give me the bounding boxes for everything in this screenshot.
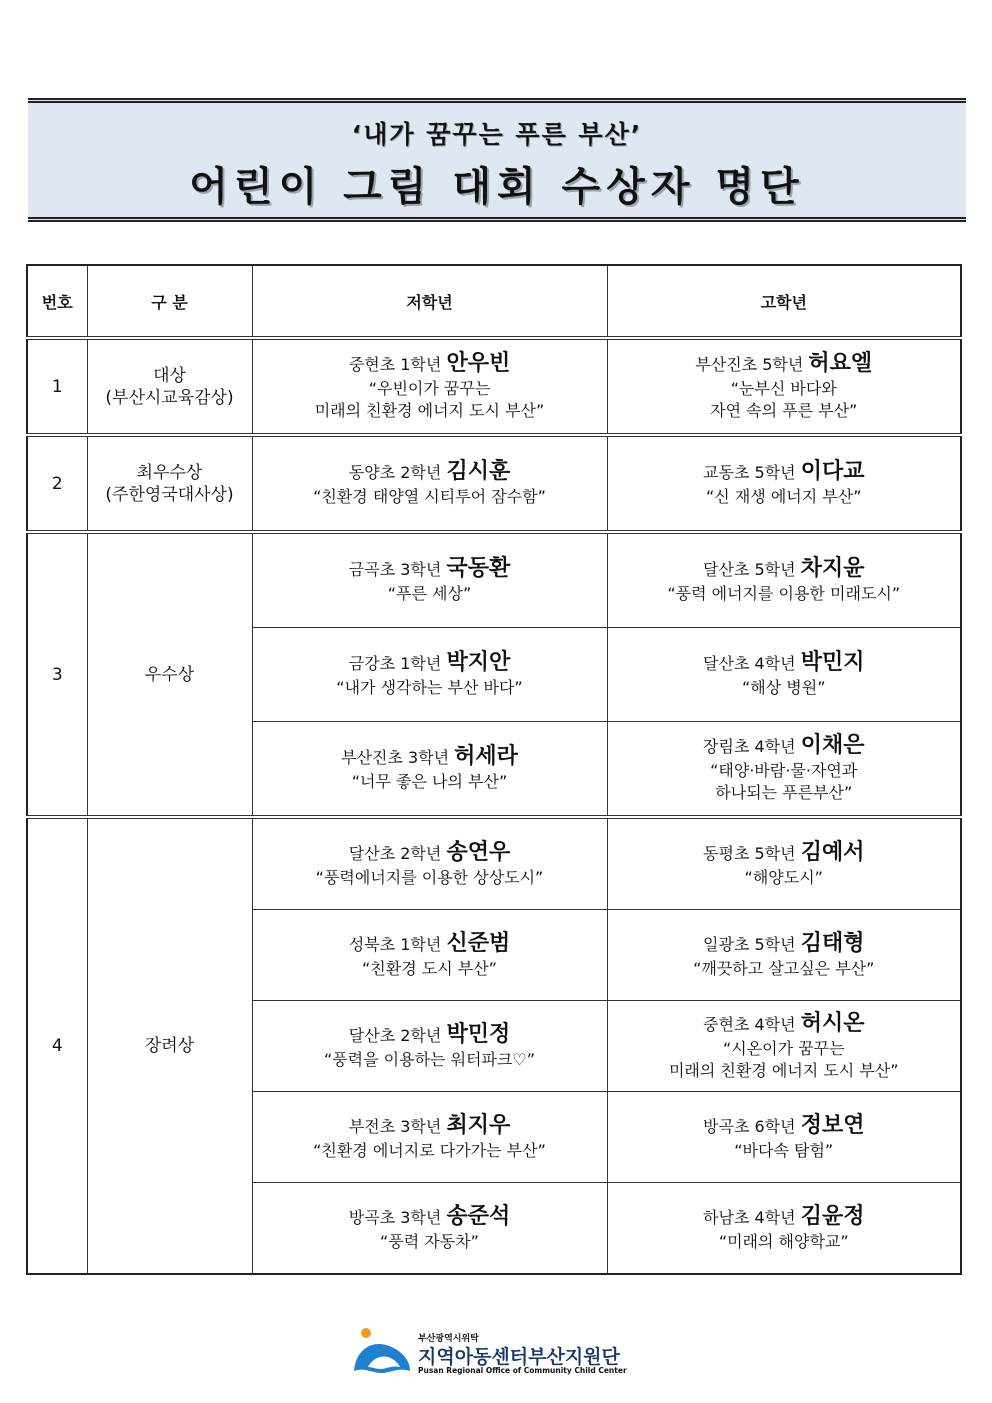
lower-grade-winner: [252, 532, 607, 628]
upper-grade-winner: [607, 338, 961, 435]
title-box: [28, 98, 966, 222]
winner-name: 최지우: [446, 1112, 511, 1138]
winner-name: 차지윤: [800, 556, 865, 581]
winner-line: [608, 840, 961, 867]
artwork-title: “풍력 자동차”: [380, 1231, 479, 1251]
winner-name: 김시훈: [446, 459, 511, 484]
school-grade: 방곡초 6학년: [703, 1116, 801, 1136]
artwork-title: “너무 좋은 나의 부산”: [351, 772, 508, 791]
school-grade: 교동초 5학년: [703, 463, 801, 482]
award-category-line: (부산시교육감상): [105, 387, 234, 408]
winner-line: [608, 1204, 961, 1231]
lower-grade-winner: [252, 435, 607, 532]
school-grade: 금곡초 3학년: [348, 560, 447, 579]
artwork-title: “우빈이가 꿈꾸는: [368, 379, 491, 398]
winner-line: [608, 733, 961, 760]
school-grade: 장림초 4학년: [703, 737, 801, 756]
lower-grade-winner: [252, 722, 607, 818]
row-number: 3: [27, 532, 87, 817]
artwork-title: “친환경 에너지로 다가가는 부산”: [313, 1140, 546, 1160]
winner-name: 이채은: [800, 733, 865, 758]
winner-name: 김윤정: [800, 1203, 865, 1229]
artwork-title: 미래의 친환경 에너지 도시 부산”: [314, 401, 545, 420]
winner-name: 국동환: [446, 556, 511, 581]
artwork-title: “푸른 세상”: [387, 584, 472, 603]
lower-grade-winner: [252, 910, 607, 1001]
artwork-title: “깨끗하고 살고싶은 부산”: [693, 958, 875, 978]
school-grade: 부산진초 3학년: [341, 748, 455, 767]
upper-grade-winner: [607, 1183, 961, 1275]
table-row: [27, 817, 961, 910]
school-grade: 달산초 4학년: [703, 654, 801, 673]
artwork-title: “내가 생각하는 부산 바다”: [336, 678, 523, 697]
winner-line: [253, 556, 607, 583]
award-category: [87, 532, 252, 817]
upper-grade-winner: [607, 722, 961, 818]
organization-emblem-icon: [350, 1327, 414, 1379]
artwork-title: “눈부신 바다와: [730, 379, 837, 398]
upper-grade-winner: [607, 435, 961, 532]
school-grade: 성북초 1학년: [348, 934, 447, 954]
winner-line: [608, 351, 961, 378]
column-header-upper-grade: 고학년: [607, 265, 961, 338]
artwork-title: 자연 속의 푸른 부산”: [710, 401, 858, 420]
winner-line: [608, 556, 961, 583]
winner-name: 신준범: [446, 930, 511, 956]
column-header-category: 구 분: [87, 265, 252, 338]
lower-grade-winner: [252, 338, 607, 435]
winner-line: [253, 650, 607, 677]
artwork-title: “풍력에너지를 이용한 상상도시”: [315, 867, 544, 887]
winner-name: 이다교: [800, 459, 865, 484]
school-grade: 부산진초 5학년: [695, 355, 809, 374]
artwork-title: “풍력 에너지를 이용한 미래도시”: [667, 584, 901, 603]
table-body: [27, 338, 961, 1274]
award-category-line: 최우수상: [136, 462, 203, 483]
lower-grade-winner: [252, 1183, 607, 1275]
artwork-title: 하나되는 푸른부산”: [715, 783, 853, 802]
row-number: 2: [27, 435, 87, 532]
org-name: 지역아동센터부산지원단: [418, 1346, 620, 1368]
winner-line: [608, 1011, 961, 1038]
winner-name: 박민정: [446, 1021, 511, 1047]
upper-grade-winner: [607, 1001, 961, 1092]
winner-name: 허세라: [454, 744, 518, 769]
artwork-title: “친환경 도시 부산”: [362, 958, 497, 978]
winner-name: 송연우: [446, 839, 511, 865]
table-row: [27, 532, 961, 628]
document-title: 어린이 그림 대회 수상자 명단: [189, 164, 805, 210]
winner-line: [253, 1113, 607, 1140]
organization-logo: [350, 1327, 650, 1379]
artwork-title: “신 재생 에너지 부산”: [706, 487, 862, 506]
school-grade: 동양초 2학년: [348, 463, 447, 482]
school-grade: 동평초 5학년: [703, 843, 801, 863]
table-row: [27, 435, 961, 532]
award-category-line: 우수상: [144, 664, 195, 685]
org-small-label: 부산광역시위탁: [418, 1334, 479, 1344]
winner-line: [253, 459, 607, 486]
upper-grade-winner: [607, 1092, 961, 1183]
artwork-title: 미래의 친환경 에너지 도시 부산”: [668, 1060, 899, 1080]
artwork-title: “친환경 태양열 시티투어 잠수함”: [313, 487, 546, 506]
lower-grade-winner: [252, 817, 607, 910]
winner-name: 허시온: [800, 1010, 865, 1036]
school-grade: 방곡초 3학년: [348, 1207, 447, 1227]
table-row: [27, 338, 961, 435]
winner-line: [253, 840, 607, 867]
upper-grade-winner: [607, 817, 961, 910]
award-category: [87, 338, 252, 435]
award-category-line: 대상: [153, 365, 186, 386]
school-grade: 달산초 2학년: [348, 843, 447, 863]
document-subtitle: ‘내가 꿈꾸는 푸른 부산’: [351, 120, 643, 149]
winner-name: 김예서: [800, 839, 865, 865]
upper-grade-winner: [607, 910, 961, 1001]
winner-line: [608, 1113, 961, 1140]
winner-name: 정보연: [800, 1112, 865, 1138]
row-number: 4: [27, 817, 87, 1274]
winner-line: [608, 650, 961, 677]
lower-grade-winner: [252, 1001, 607, 1092]
table-header-row: [27, 265, 961, 338]
school-grade: 하남초 4학년: [703, 1207, 801, 1227]
upper-grade-winner: [607, 628, 961, 722]
winner-name: 김태형: [800, 930, 865, 956]
winner-name: 박민지: [800, 650, 865, 675]
school-grade: 달산초 2학년: [348, 1025, 447, 1045]
winner-line: [608, 459, 961, 486]
school-grade: 달산초 5학년: [703, 560, 801, 579]
lower-grade-winner: [252, 628, 607, 722]
winner-name: 박지안: [446, 650, 511, 675]
award-category: [87, 435, 252, 532]
awards-table: [26, 264, 962, 1275]
artwork-title: “해양도시”: [744, 867, 823, 887]
lower-grade-winner: [252, 1092, 607, 1183]
winner-line: [253, 351, 607, 378]
winner-name: 허요엘: [808, 351, 873, 376]
row-number: 1: [27, 338, 87, 435]
artwork-title: “풍력을 이용하는 워터파크♡”: [323, 1049, 536, 1069]
org-english-name: Pusan Regional Office of Community Child Center: [418, 1366, 627, 1375]
winner-name: 송준석: [446, 1203, 511, 1229]
winner-line: [253, 931, 607, 958]
school-grade: 일광초 5학년: [703, 934, 801, 954]
award-category-line: (주한영국대사상): [105, 484, 234, 505]
artwork-title: “미래의 해양학교”: [718, 1231, 849, 1251]
school-grade: 금강초 1학년: [348, 654, 447, 673]
artwork-title: “해상 병원”: [742, 678, 826, 697]
winner-name: 안우빈: [446, 351, 511, 376]
school-grade: 중현초 1학년: [348, 355, 447, 374]
winner-line: [253, 744, 607, 771]
award-category-line: 장려상: [144, 1036, 195, 1056]
winner-line: [253, 1022, 607, 1049]
award-category: [87, 817, 252, 1274]
winner-line: [608, 931, 961, 958]
winner-line: [253, 1204, 607, 1231]
artwork-title: “시온이가 꿈꾸는: [722, 1038, 845, 1058]
column-header-lower-grade: 저학년: [252, 265, 607, 338]
school-grade: 부전초 3학년: [348, 1116, 447, 1136]
school-grade: 중현초 4학년: [703, 1014, 801, 1034]
artwork-title: “바다속 탐험”: [734, 1140, 834, 1160]
artwork-title: “태양·바람·물·자연과: [710, 761, 858, 780]
column-header-number: 번호: [27, 265, 87, 338]
upper-grade-winner: [607, 532, 961, 628]
